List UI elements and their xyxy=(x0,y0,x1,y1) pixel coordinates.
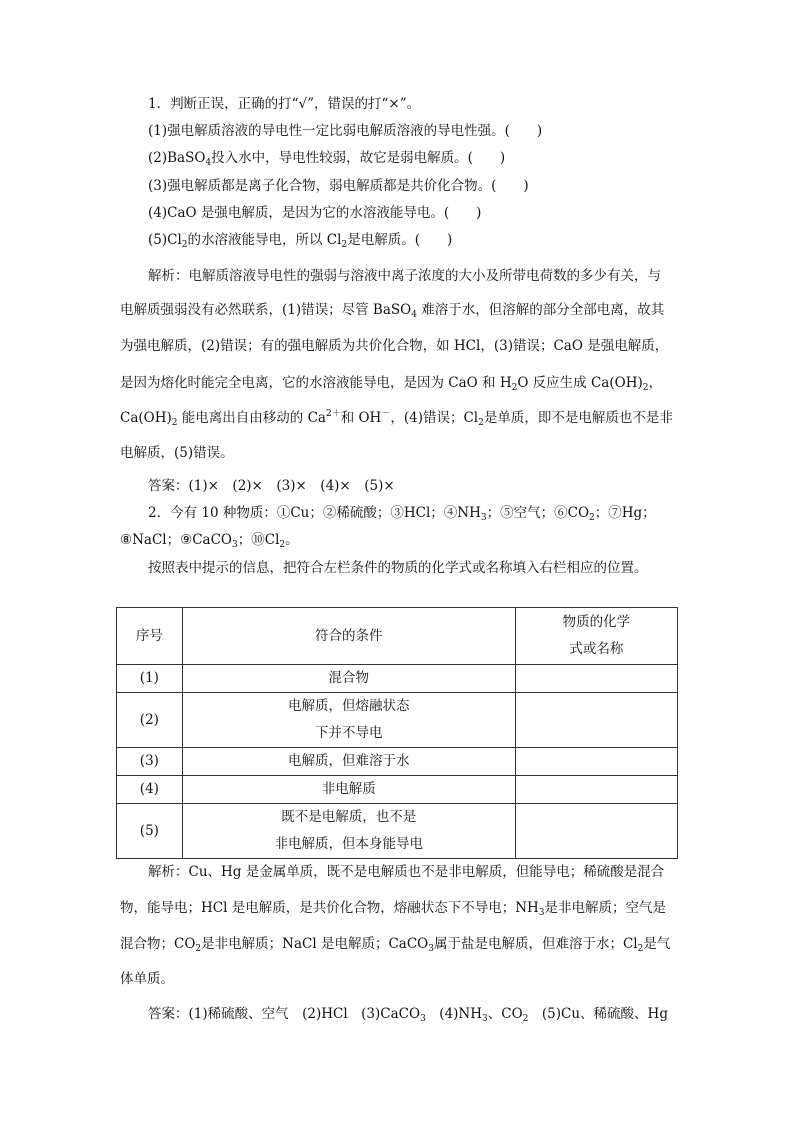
header-index: 序号 xyxy=(117,608,183,665)
answer-1: 答案：(1)× (2)× (3)× (4)× (5)× xyxy=(148,478,395,494)
row-answer-cell[interactable] xyxy=(515,693,677,748)
row-condition: 电解质，但难溶于水 xyxy=(182,748,515,776)
question-2-line-2: ⑧NaCl；⑨CaCO$_3$；$⑩Cl_2$。 xyxy=(120,532,299,550)
answer-2: 答案：(1)稀硫酸、空气 (2)HCl (3)CaCO$_3$ $(4)NH_3$、$CO_2$ (5)Cu、稀硫酸、Hg xyxy=(148,1006,668,1024)
table-row xyxy=(117,804,678,859)
table-row xyxy=(117,693,678,748)
question-1-item-2: (2)BaSO$_4$投入水中，导电性较弱，故它是弱电解质。( ) xyxy=(148,150,506,168)
question-1-item-5: $(5)Cl_2$的水溶液能导电，所以 $Cl_2$是电解质。( ) xyxy=(148,232,453,250)
row-answer-cell[interactable] xyxy=(515,804,677,859)
question-1-title: 1．判断正误，正确的打“√”，错误的打“×”。 xyxy=(148,96,421,112)
question-2-instruction: 按照表中提示的信息，把符合左栏条件的物质的化学式或名称填入右栏相应的位置。 xyxy=(148,560,648,576)
analysis-1-line-1: 解析：电解质溶液导电性的强弱与溶液中离子浓度的大小及所带电荷数的多少有关，与 xyxy=(148,268,661,284)
row-answer-cell[interactable] xyxy=(515,748,677,776)
row-condition: 电解质，但熔融状态 下并不导电 xyxy=(182,693,515,748)
row-answer-cell[interactable] xyxy=(515,776,677,804)
analysis-1-line-5: $Ca(OH)_2$ 能电离出自由移动的 $Ca^{2+}$和 OH－，(4)错误；$Cl_2$是单质，即不是电解质也不是非 xyxy=(120,409,673,428)
table-row xyxy=(117,748,678,776)
conditions-table xyxy=(116,607,678,859)
row-answer-cell[interactable] xyxy=(515,665,677,693)
analysis-1-line-3: 为强电解质，(2)错误；有的强电解质为共价化合物，如 HCl，(3)错误；CaO 是强电解质， xyxy=(120,338,669,354)
row-index: (5) xyxy=(117,804,183,859)
row-index: (4) xyxy=(117,776,183,804)
analysis-2-line-4: 体单质。 xyxy=(120,971,174,987)
row-condition: 混合物 xyxy=(182,665,515,693)
header-name: 物质的化学 式或名称 xyxy=(515,608,677,665)
analysis-1-line-2: 电解质强弱没有必然联系，(1)错误；尽管 BaSO$_4$ 难溶于水，但溶解的部分全部电离，故其 xyxy=(120,302,665,320)
row-condition: 既不是电解质，也不是 非电解质，但本身能导电 xyxy=(182,804,515,859)
analysis-1-line-4: 是因为熔化时能完全电离，它的水溶液能导电，是因为 CaO 和 $H_2O$ 反应生成 $Ca(OH)_2$， xyxy=(120,375,662,393)
table-row xyxy=(117,776,678,804)
question-1-item-1: (1)强电解质溶液的导电性一定比弱电解质溶液的导电性强。( ) xyxy=(148,123,543,139)
table-header-row xyxy=(117,608,678,665)
row-condition: 非电解质 xyxy=(182,776,515,804)
header-condition: 符合的条件 xyxy=(182,608,515,665)
question-1-item-4: (4)CaO 是强电解质，是因为它的水溶液能导电。( ) xyxy=(148,205,482,221)
table-row xyxy=(117,665,678,693)
analysis-2-line-1: 解析：Cu、Hg 是金属单质，既不是电解质也不是非电解质，但能导电；稀硫酸是混合 xyxy=(148,864,665,880)
question-2-line-1: 2．今有 10 种物质：①Cu；②稀硫酸；③HCl；$④NH_3$；⑤空气；$⑥CO_2$；⑦Hg； xyxy=(148,505,656,523)
row-index: (1) xyxy=(117,665,183,693)
analysis-2-line-3: 混合物；$CO_2$是非电解质；NaCl 是电解质；CaCO$_3$属于盐是电解质，但难溶于水；$Cl_2$是气 xyxy=(120,936,671,954)
row-index: (2) xyxy=(117,693,183,748)
analysis-2-line-2: 物，能导电；HCl 是电解质，是共价化合物，熔融状态下不导电；$NH_3$是非电解质；空气是 xyxy=(120,900,667,918)
question-1-item-3: (3)强电解质都是离子化合物，弱电解质都是共价化合物。( ) xyxy=(148,178,529,194)
row-index: (3) xyxy=(117,748,183,776)
analysis-1-line-6: 电解质，(5)错误。 xyxy=(120,445,234,461)
